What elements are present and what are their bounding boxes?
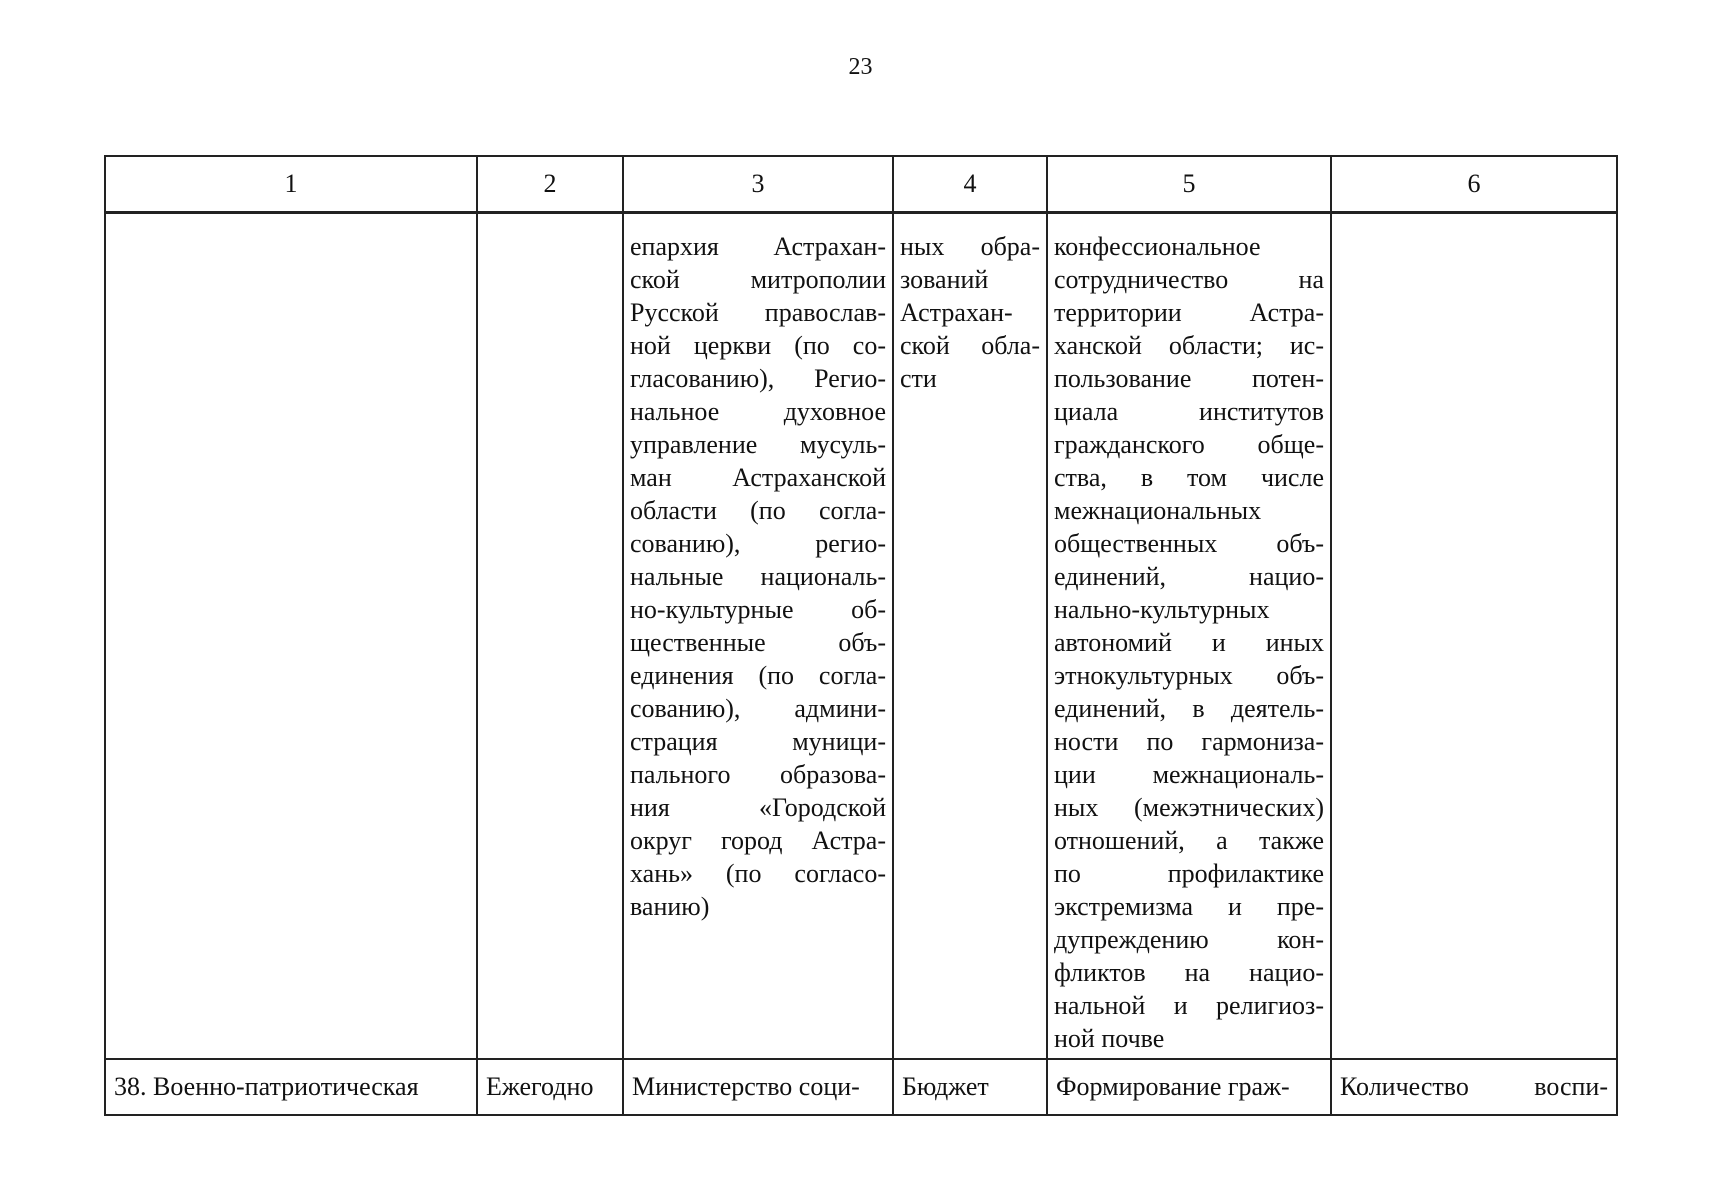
text-line: ции межнациональ-: [1054, 760, 1324, 789]
text-line: зований: [900, 265, 989, 294]
text-line: ской митрополии: [630, 265, 886, 294]
page-number: 23: [848, 54, 873, 80]
text-line: епархия Астрахан-: [630, 232, 886, 261]
text-line: этнокультурных объ-: [1054, 661, 1324, 690]
table-row-38: [105, 1059, 1617, 1115]
column-header-5: 5: [1047, 156, 1331, 213]
text-line: по профилактике: [1054, 859, 1324, 888]
text-line: но-культурные об-: [630, 595, 886, 624]
cell-col1-empty: [105, 213, 477, 1060]
cell-indicator: Количество воспи-: [1331, 1059, 1617, 1115]
text-line: ванию): [630, 892, 710, 921]
text-line: нальной и религиоз-: [1054, 991, 1324, 1020]
text-line: страция муници-: [630, 727, 886, 756]
text-line: автономий и иных: [1054, 628, 1324, 657]
cell-executor: Министерство соци-: [623, 1059, 893, 1115]
column-header-6: 6: [1331, 156, 1617, 213]
executors-text: [624, 214, 892, 923]
text-line: хань» (по согласо-: [630, 859, 886, 888]
text-line: ной церкви (по со-: [630, 331, 886, 360]
text-line: ской обла-: [900, 331, 1040, 360]
text-line: Астрахан-: [900, 298, 1013, 327]
expected-results-text: [1048, 214, 1330, 1055]
text-line: Русской православ-: [630, 298, 886, 327]
text-line: экстремизма и пре-: [1054, 892, 1324, 921]
text-line: ман Астраханской: [630, 463, 886, 492]
cell-col6-empty: [1331, 213, 1617, 1060]
text-line: единений, в деятель-: [1054, 694, 1324, 723]
text-line: единений, нацио-: [1054, 562, 1324, 591]
funding-text: [894, 214, 1046, 395]
text-line: сованию), админи-: [630, 694, 886, 723]
text-line: ности по гармониза-: [1054, 727, 1324, 756]
text-line: сованию), регио-: [630, 529, 886, 558]
text-line: ных (межэтнических): [1054, 793, 1324, 822]
text-line: ханской области; ис-: [1054, 331, 1324, 360]
text-line: территории Астра-: [1054, 298, 1324, 327]
text-line: отношений, а также: [1054, 826, 1324, 855]
text-line: нально-культурных: [1054, 595, 1270, 624]
text-line: нальное духовное: [630, 397, 886, 426]
text-line: сотрудничество на: [1054, 265, 1324, 294]
text-line: межнациональных: [1054, 496, 1262, 525]
cell-col2-empty: [477, 213, 623, 1060]
text-line: нальные националь-: [630, 562, 886, 591]
text-line: общественных объ-: [1054, 529, 1324, 558]
column-header-3: 3: [623, 156, 893, 213]
cell-source: Бюджет: [893, 1059, 1047, 1115]
text-line: единения (по согла-: [630, 661, 886, 690]
column-header-1: 1: [105, 156, 477, 213]
text-line: пального образова-: [630, 760, 886, 789]
text-line: ства, в том числе: [1054, 463, 1324, 492]
column-header-2: 2: [477, 156, 623, 213]
cell-event-name: 38. Военно-патриотическая: [105, 1059, 477, 1115]
table-row-continued: [105, 213, 1617, 1060]
cell-expected-results: [1047, 213, 1331, 1060]
text-line: ния «Городской: [630, 793, 886, 822]
text-line: щественные объ-: [630, 628, 886, 657]
text-line: сти: [900, 364, 937, 393]
text-line: гласованию), Регио-: [630, 364, 886, 393]
text-line: округ город Астра-: [630, 826, 886, 855]
text-line: ной почве: [1054, 1024, 1165, 1053]
cell-funding: [893, 213, 1047, 1060]
text-line: пользование потен-: [1054, 364, 1324, 393]
table-header-row: [105, 156, 1617, 213]
plan-table: [104, 155, 1618, 1116]
text-line: управление мусуль-: [630, 430, 886, 459]
text-line: ных обра-: [900, 232, 1040, 261]
cell-result: Формирование граж-: [1047, 1059, 1331, 1115]
column-header-4: 4: [893, 156, 1047, 213]
text-line: дупреждению кон-: [1054, 925, 1324, 954]
cell-period: Ежегодно: [477, 1059, 623, 1115]
text-line: гражданского обще-: [1054, 430, 1324, 459]
text-line: фликтов на нацио-: [1054, 958, 1324, 987]
cell-executors: [623, 213, 893, 1060]
text-line: области (по согла-: [630, 496, 886, 525]
text-line: циала институтов: [1054, 397, 1324, 426]
text-line: конфессиональное: [1054, 232, 1261, 261]
